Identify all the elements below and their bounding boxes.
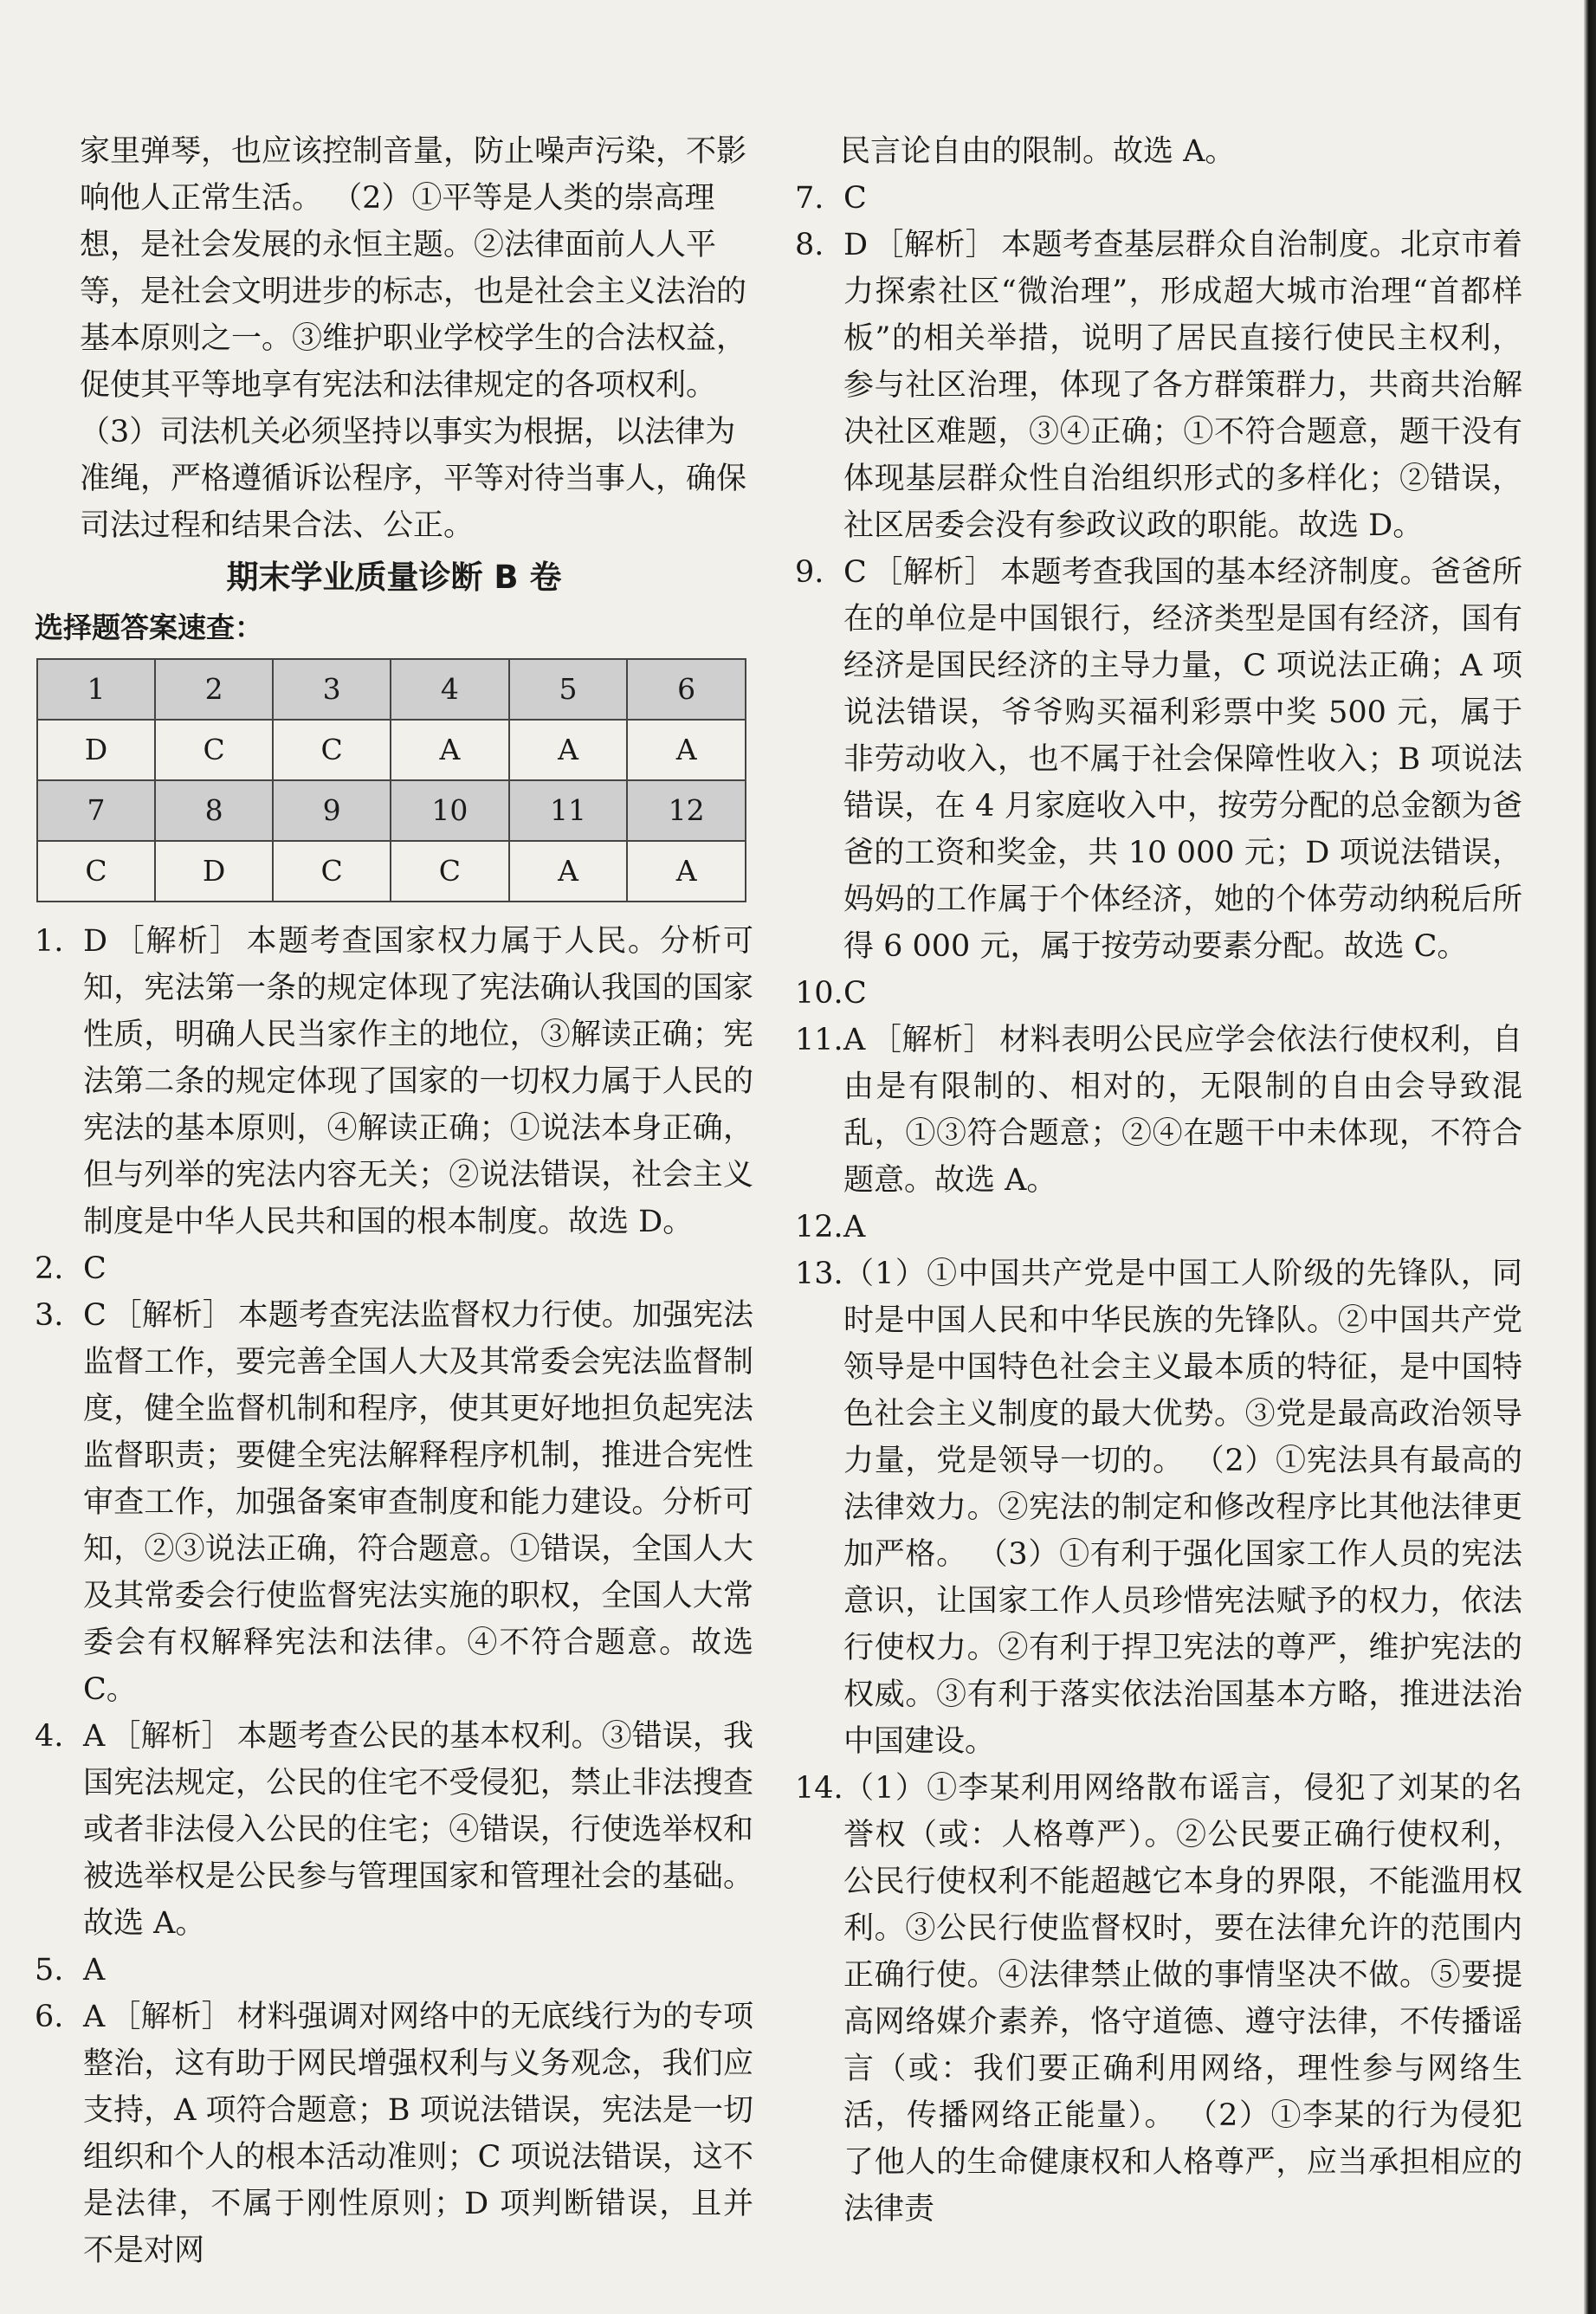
answer-cell: C <box>391 841 509 902</box>
analysis-tag: ［解析］ <box>111 1298 233 1333</box>
answer-item-13 <box>795 1251 1522 1765</box>
item-explanation: 本题考查公民的基本权利。③错误，我国宪法规定，公民的住宅不受侵犯，禁止非法搜查或者非法侵入公民的住宅；④错误，行使选举权和被选举权是公民参与管理国家和管理社会的基础。故选 A。 <box>83 1719 753 1941</box>
analysis-tag: ［解析］ <box>113 924 242 959</box>
answer-item-7 <box>795 175 1522 222</box>
item-answer: C <box>843 181 867 216</box>
question-number-cell: 11 <box>509 780 628 841</box>
answer-item-5 <box>35 1947 753 1994</box>
question-number-cell: 2 <box>155 659 273 720</box>
item-number: 5. <box>35 1953 64 1988</box>
answer-item-8 <box>795 222 1522 549</box>
right-column <box>795 128 1522 2233</box>
item-answer: C <box>83 1251 107 1286</box>
item-number: 7. <box>795 181 824 216</box>
item-number: 1. <box>35 924 64 959</box>
answer-table-row <box>37 841 746 902</box>
item-number: 12. <box>795 1210 843 1244</box>
item-explanation: 本题考查宪法监督权力行使。加强宪法监督工作，要完善全国人大及其常委会宪法监督制度，健全监督机制和程序，使其更好地担负起宪法监督职责；要健全宪法解释程序机制，推进合宪性审查工作，加强备案审查制度和能力建设。分析可知，②③说法正确，符合题意。①错误，全国人大及其常委会行使监督宪法实施的职权，全国人大常委会有权解释宪法和法律。④不符合题意。故选 C。 <box>83 1298 753 1707</box>
answer-cell: C <box>273 720 391 780</box>
answer-cell: D <box>155 841 273 902</box>
answer-cell: A <box>627 841 746 902</box>
question-number-cell: 5 <box>509 659 628 720</box>
question-number-cell: 4 <box>391 659 509 720</box>
answer-item-9 <box>795 549 1522 970</box>
item-explanation: 本题考查基层群众自治制度。北京市着力探索社区“微治理”，形成超大城市治理“首都样板”的相关举措，说明了居民直接行使民主权利，参与社区治理，体现了各方群策群力，共商共治解决社区难题，③④正确；①不符合题意，题干没有体现基层群众性自治组织形式的多样化；②错误，社区居委会没有参政议政的职能。故选 D。 <box>843 228 1522 543</box>
answer-cell: C <box>37 841 155 902</box>
item-number: 9. <box>795 555 824 590</box>
item-number: 3. <box>35 1298 64 1333</box>
item-answer: D <box>843 228 869 262</box>
item-answer: A <box>83 1953 106 1988</box>
page-edge-shadow <box>1584 0 1596 2314</box>
answer-table-row <box>37 780 746 841</box>
item-number: 4. <box>35 1719 64 1754</box>
item-answer: C <box>83 1298 107 1333</box>
answer-item-12 <box>795 1204 1522 1251</box>
item-explanation: 材料强调对网络中的无底线行为的专项整治，这有助于网民增强权利与义务观念，我们应支持，A 项符合题意；B 项说法错误，宪法是一切组织和个人的根本活动准则；C 项说法错误，这不是法律，不属于刚性原则；D 项判断错误，且并不是对网 <box>83 2000 753 2268</box>
item-answer: A <box>843 1023 866 1057</box>
answer-table-row <box>37 720 746 780</box>
answer-item-14 <box>795 1765 1522 2233</box>
item-number: 10. <box>795 976 843 1011</box>
answer-item-4 <box>35 1713 753 1947</box>
answer-table <box>36 658 746 902</box>
quick-check-title: 选择题答案速查： <box>35 611 263 644</box>
item-number: 13. <box>795 1257 843 1291</box>
question-number-cell: 9 <box>273 780 391 841</box>
answer-item-1 <box>35 918 753 1245</box>
answer-item-11 <box>795 1017 1522 1204</box>
answer-item-10 <box>795 970 1522 1017</box>
item-answer: C <box>843 555 867 590</box>
answer-cell: A <box>509 841 628 902</box>
answer-item-2 <box>35 1245 753 1292</box>
question-number-cell: 8 <box>155 780 273 841</box>
item-number: 11. <box>795 1023 843 1057</box>
answer-cell: C <box>155 720 273 780</box>
question-number-cell: 10 <box>391 780 509 841</box>
answer-item-3 <box>35 1292 753 1713</box>
item-explanation: （1）①中国共产党是中国工人阶级的先锋队，同时是中国人民和中华民族的先锋队。②中国共产党领导是中国特色社会主义最本质的特征，是中国特色社会主义制度的最大优势。③党是最高政治领导力量，党是领导一切的。 （2）①宪法具有最高的法律效力。②宪法的制定和修改程序比其他法律更加严格。 （3）①有利于强化国家工作人员的宪法意识，让国家工作人员珍惜宪法赋予的权力，依法行使权力。②有利于捍卫宪法的尊严，维护宪法的权威。③有利于落实依法治国基本方略，推进法治中国建设。 <box>843 1257 1522 1759</box>
answer-item-6 <box>35 1994 753 2274</box>
item-explanation: 本题考查我国的基本经济制度。爸爸所在的单位是中国银行，经济类型是国有经济，国有经济是国民经济的主导力量，C 项说法正确；A 项说法错误，爷爷购买福利彩票中奖 500 元，属于非劳动收入，也不属于社会保障性收入；B 项说法错误，在 4 月家庭收入中，按劳分配的总金额为爸爸的工资和奖金，共 10 000 元；D 项说法错误，妈妈的工作属于个体经济，她的个体劳动纳税后所得 6 000 元，属于按劳动要素分配。故选 C。 <box>843 555 1522 964</box>
item-explanation: （1）①李某利用网络散布谣言，侵犯了刘某的名誉权（或：人格尊严）。②公民要正确行使权利，公民行使权利不能超越它本身的界限，不能滥用权利。③公民行使监督权时，要在法律允许的范围内正确行使。④法律禁止做的事情坚决不做。⑤要提高网络媒介素养，恪守道德、遵守法律，不传播谣言（或：我们要正确利用网络，理性参与网络生活，传播网络正能量）。 （2）①李某的行为侵犯了他人的生命健康权和人格尊严，应当承担相应的法律责 <box>843 1771 1522 2227</box>
question-number-cell: 12 <box>627 780 746 841</box>
item-number: 6. <box>35 2000 64 2034</box>
analysis-tag: ［解析］ <box>873 228 997 262</box>
answer-cell: A <box>391 720 509 780</box>
question-number-cell: 3 <box>273 659 391 720</box>
left-column <box>35 128 753 2274</box>
item-answer: A <box>843 1210 866 1244</box>
item-number: 14. <box>795 1771 843 1806</box>
question-number-cell: 7 <box>37 780 155 841</box>
analysis-tag: ［解析］ <box>870 1023 995 1057</box>
item-explanation: 本题考查国家权力属于人民。分析可知，宪法第一条的规定体现了宪法确认我国的国家性质，明确人民当家作主的地位，③解读正确；宪法第二条的规定体现了国家的一切权力属于人民的宪法的基本原则，④解读正确；①说法本身正确，但与列举的宪法内容无关；②说法错误，社会主义制度是中华人民共和国的根本制度。故选 D。 <box>83 924 753 1239</box>
answer-cell: D <box>37 720 155 780</box>
item-answer: A <box>83 1719 106 1754</box>
item-number: 2. <box>35 1251 64 1286</box>
question-number-cell: 6 <box>627 659 746 720</box>
question-number-cell: 1 <box>37 659 155 720</box>
analysis-tag: ［解析］ <box>871 555 996 590</box>
continued-answer-text: 民言论自由的限制。故选 A。 <box>840 134 1236 169</box>
item-answer: A <box>83 2000 106 2034</box>
section-title: 期末学业质量诊断 B 卷 <box>226 559 562 596</box>
continued-answer-text: 家里弹琴，也应该控制音量，防止噪声污染，不影响他人正常生活。 （2）①平等是人类的崇高理想，是社会发展的永恒主题。②法律面前人人平等，是社会文明进步的标志，也是社会主义法治的基本原则之一。③维护职业学校学生的合法权益，促使其平等地享有宪法和法律规定的各项权利。 （3）司法机关必须坚持以事实为根据，以法律为准绳，严格遵循诉讼程序，平等对待当事人，确保司法过程和结果合法、公正。 <box>80 134 747 543</box>
answer-table-row <box>37 659 746 720</box>
analysis-tag: ［解析］ <box>110 1719 232 1754</box>
item-answer: D <box>83 924 108 959</box>
answer-cell: C <box>273 841 391 902</box>
analysis-tag: ［解析］ <box>110 2000 232 2034</box>
answer-cell: A <box>509 720 628 780</box>
item-explanation: 材料表明公民应学会依法行使权利，自由是有限制的、相对的，无限制的自由会导致混乱，①③符合题意；②④在题干中未体现，不符合题意。故选 A。 <box>843 1023 1522 1198</box>
answer-cell: A <box>627 720 746 780</box>
item-number: 8. <box>795 228 824 262</box>
item-answer: C <box>843 976 867 1011</box>
